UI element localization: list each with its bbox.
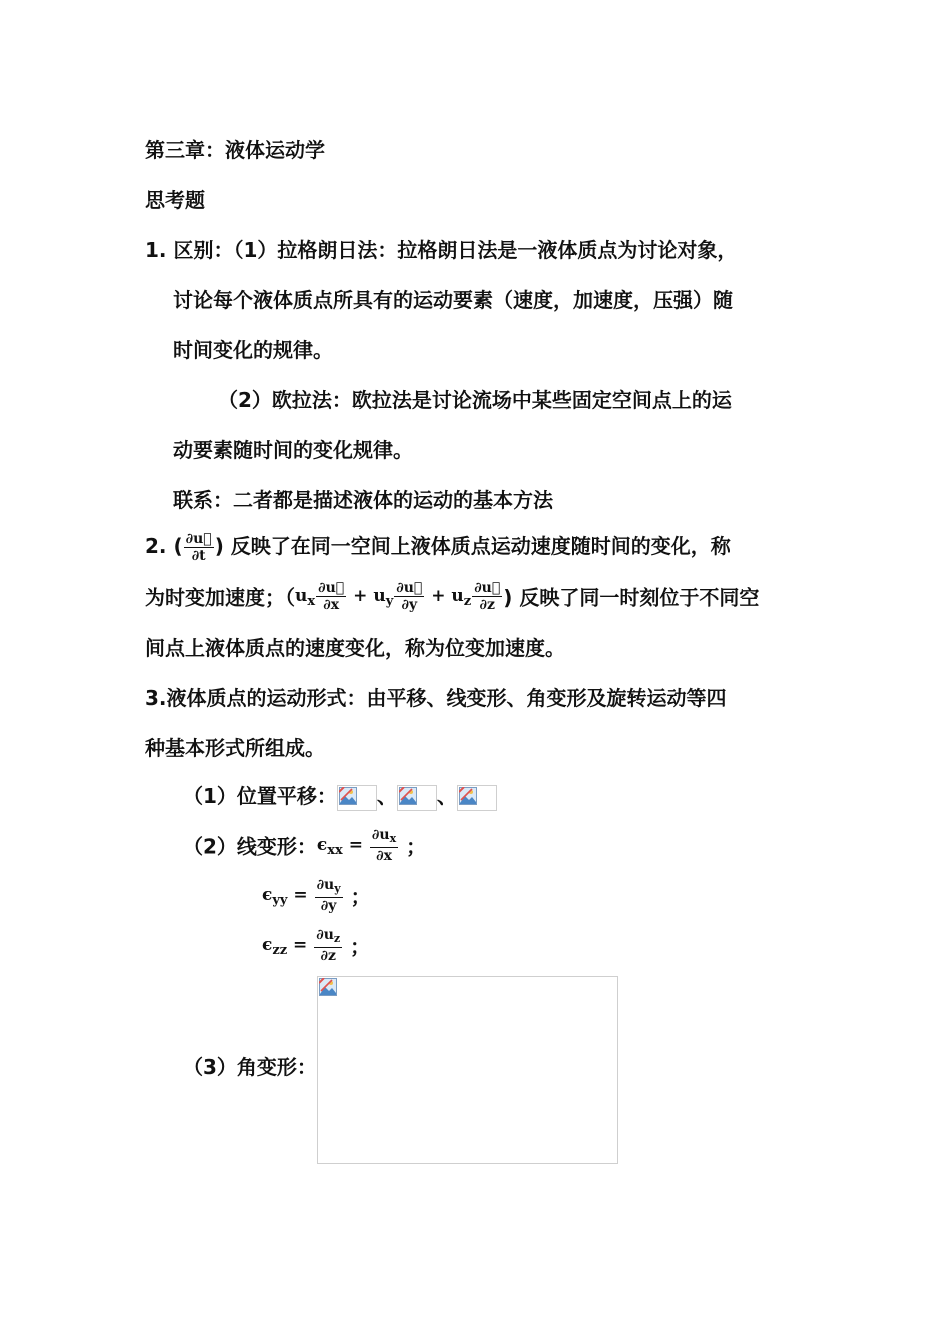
q2-line2-prefix: 为时变加速度；（ xyxy=(145,585,295,610)
page-title: 第三章：液体运动学 xyxy=(145,138,325,162)
du-dt-fraction: $\frac{\partial u⃗}{\partial t}$ xyxy=(185,531,212,564)
linear-deformation-label: （2）线变形： xyxy=(183,834,317,859)
epsilon-xx-formula: $\epsilon_{xx}$ = $\frac{\partial u_x}{\partial x}$ xyxy=(316,827,397,864)
q3-item-translation xyxy=(183,782,497,811)
epsilon-zz-line: $\epsilon_{zz}$ = $\frac{\partial u_z}{\partial z}$ ； xyxy=(262,926,370,970)
q1-line-5: 动要素随时间的变化规律。 xyxy=(173,438,413,462)
angular-deformation-image xyxy=(317,976,618,1164)
q3-line-2: 种基本形式所组成。 xyxy=(145,736,325,760)
broken-image-icon xyxy=(399,787,417,805)
q2-line-2 xyxy=(145,578,759,620)
q1-line-1: 1. 区别：（1）拉格朗日法：拉格朗日法是一液体质点为讨论对象， xyxy=(145,238,738,262)
q1-line-3: 时间变化的规律。 xyxy=(173,338,333,362)
q2-line-1 xyxy=(145,528,731,564)
q3-item-linear-deformation: （2）线变形：$\epsilon_{xx}$ = $\frac{\partial u_x}{\partial x}$ ； xyxy=(183,826,426,870)
convective-accel-expr: $u_x$ $\frac{\partial u⃗}{\partial x}$ + $u_y$ $\frac{\partial u⃗}{\partial y}$ + $u_z$ $\frac{\partial u⃗}{\partial z}$ xyxy=(295,580,501,613)
broken-image-icon xyxy=(339,787,357,805)
broken-image-icon xyxy=(459,787,477,805)
q2-part-2: ) 反映了同一时刻位于不同空 xyxy=(503,585,760,610)
separator-2: 、 xyxy=(436,784,457,808)
q2-prefix: 2. ( xyxy=(145,534,183,558)
q3-line-1: 3.液体质点的运动形式：由平移、线变形、角变形及旋转运动等四 xyxy=(145,686,727,710)
q2-part-1: ) 反映了在同一空间上液体质点运动速度随时间的变化，称 xyxy=(214,534,731,558)
broken-image-icon xyxy=(319,978,337,996)
q1-line-2: 讨论每个液体质点所具有的运动要素（速度，加速度，压强）随 xyxy=(173,288,733,312)
epsilon-zz-formula: $\epsilon_{zz}$ = $\frac{\partial u_z}{\partial z}$ xyxy=(262,927,341,964)
separator-1: 、 xyxy=(376,784,397,808)
translation-label: （1）位置平移： xyxy=(183,784,337,808)
translation-image-1 xyxy=(337,785,377,811)
translation-image-3 xyxy=(457,785,497,811)
epsilon-yy-formula: $\epsilon_{yy}$ = $\frac{\partial u_y}{\partial y}$ xyxy=(262,877,341,914)
q2-line-3: 间点上液体质点的速度变化，称为位变加速度。 xyxy=(145,636,565,660)
translation-image-2 xyxy=(397,785,437,811)
epsilon-yy-line: $\epsilon_{yy}$ = $\frac{\partial u_y}{\partial y}$ ； xyxy=(262,876,371,920)
section-subtitle: 思考题 xyxy=(145,188,205,212)
q1-line-4: （2）欧拉法：欧拉法是讨论流场中某些固定空间点上的运 xyxy=(218,388,732,412)
q1-line-6: 联系：二者都是描述液体的运动的基本方法 xyxy=(173,488,553,512)
angular-deformation-label: （3）角变形： xyxy=(183,1055,317,1079)
